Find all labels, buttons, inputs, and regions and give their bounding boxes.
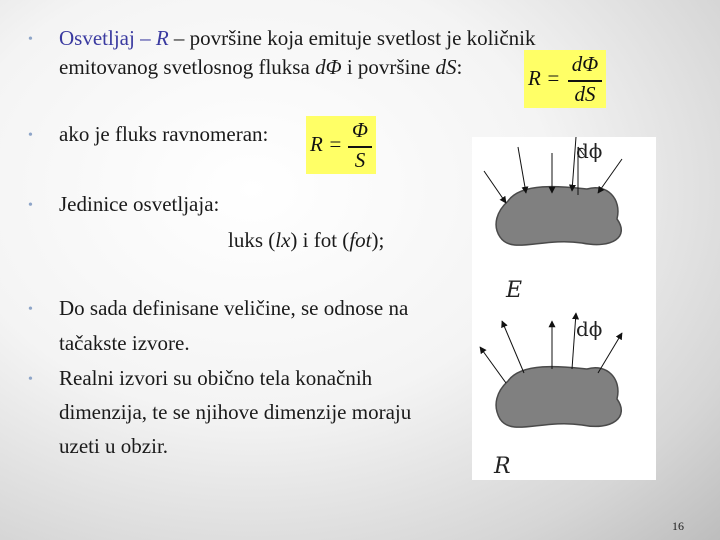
formula-denominator: dS [574,82,596,106]
bottom-flux-label: dϕ [576,317,603,341]
formula-denominator: S [354,148,366,172]
top-surface-blob [496,187,621,246]
formula-numerator: Φ [352,118,368,142]
bullet-4-line-1: Do sada definisane veličine, se odnose na [59,296,409,320]
formula-illuminance-differential [524,50,606,108]
bottom-surface-blob [496,367,621,428]
bullet-5-line-2: dimenzija, te se njihove dimenzije moraju [59,400,412,424]
unit-lx: lx [275,228,291,252]
unit-fot: fot [349,228,372,252]
formula-lhs: R = [528,66,561,90]
bullet-1-text-3: i površine [341,55,436,79]
bullet-1-line-1 [59,26,536,50]
page-number: 16 [672,519,684,533]
symbol-dphi: dΦ [315,55,342,79]
unit-text: ) i fot ( [290,228,350,252]
top-flux-label: dϕ [576,139,603,163]
bullet-1-text: – površine koja emituje svetlost je količnik [168,26,536,50]
bullet-5-line-1: Realni izvori su obično tela konačnih [59,366,373,390]
bullet-2-text: ako je fluks ravnomeran: [59,122,269,146]
formula-lhs: R = [310,132,343,156]
bullet-1-text-2: emitovanog svetlosnog fluksa [59,55,316,79]
unit-text: luks ( [228,228,276,252]
top-surface-label: E [506,278,523,303]
bullet-4-line-2: tačakste izvore. [59,331,190,355]
bullet-marker: • [28,372,33,387]
bullet-5-line-3: uzeti u obzir. [59,434,169,458]
bullet-1-colon: : [456,55,463,79]
symbol-ds: dS [435,55,457,79]
bullet-1-line-2 [59,55,462,79]
bullet-3-line-2 [228,228,384,252]
illuminance-figure [472,137,656,480]
bullet-marker: • [28,128,33,143]
bullet-marker: • [28,32,33,47]
formula-illuminance-uniform [306,116,376,174]
bullet-3-line-1: Jedinice osvetljaja: [59,192,220,216]
term-osvetljaj: Osvetljaj – [59,26,156,50]
bullet-marker: • [28,198,33,213]
formula-numerator: dΦ [571,52,599,76]
figure-drawing [472,137,656,480]
bottom-surface-label: R [494,454,511,479]
unit-text: ); [371,228,385,252]
symbol-r: R [155,26,169,50]
bullet-marker: • [28,302,33,317]
